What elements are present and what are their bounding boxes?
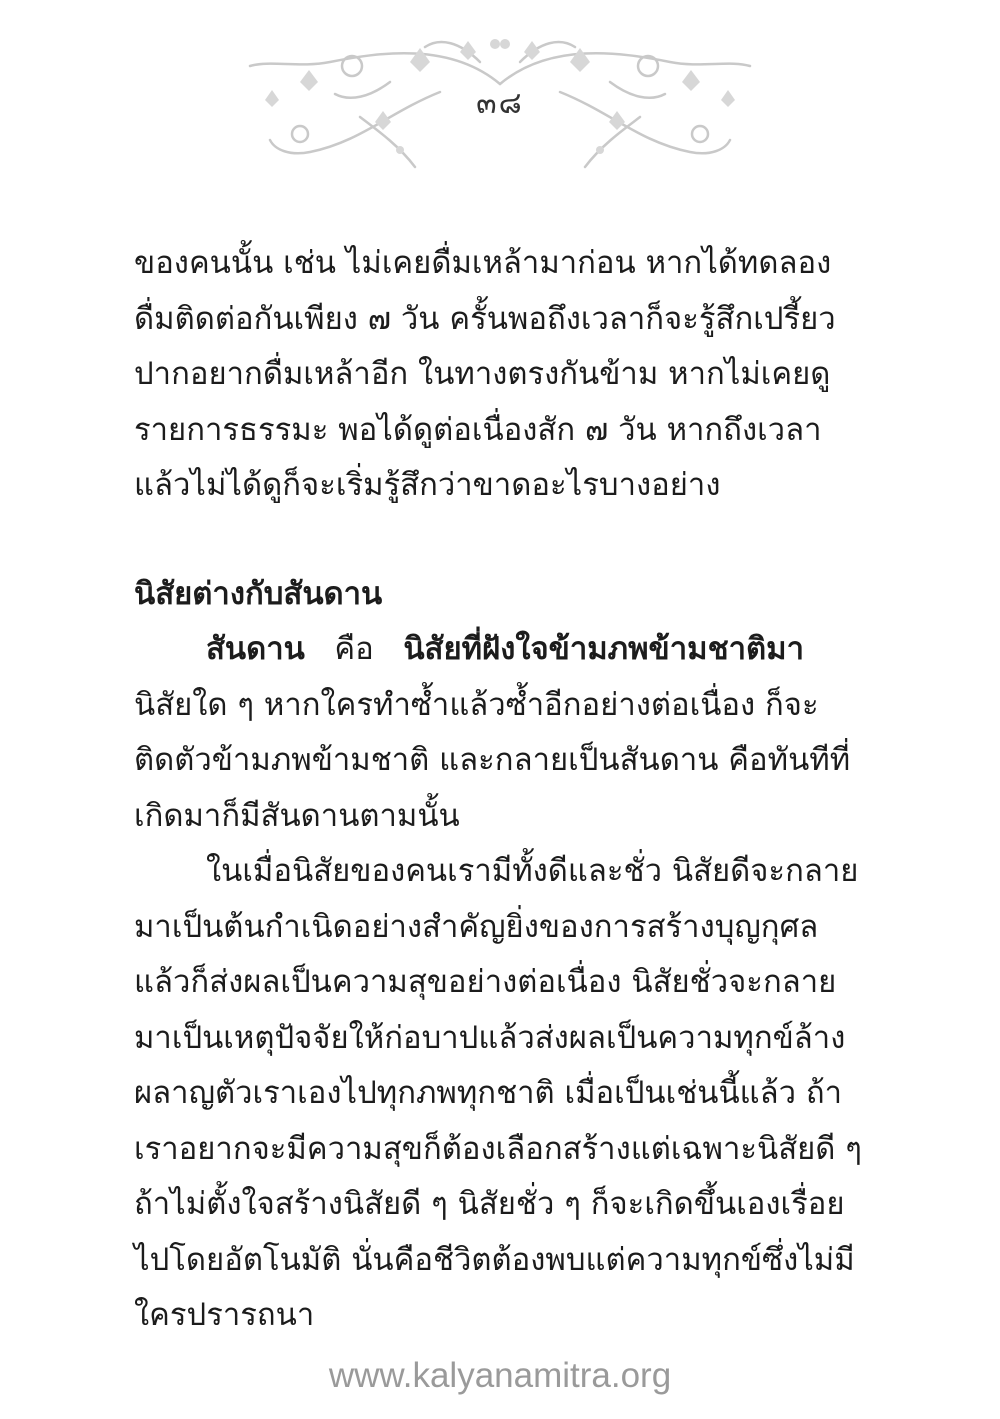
paragraph-1: [134, 236, 836, 514]
footer-url: www.kalyanamitra.org: [328, 1356, 672, 1395]
text-line: ดื่มติดต่อกันเพียง ๗ วัน ครั้นพอถึงเวลาก็จะรู้สึกเปรี้ยว: [134, 300, 836, 337]
text-line: มาเป็นเหตุปัจจัยให้ก่อบาปแล้วส่งผลเป็นความทุกข์ล้าง: [134, 1019, 846, 1056]
text-line: รายการธรรมะ พอได้ดูต่อเนื่องสัก ๗ วัน หากถึงเวลา: [134, 411, 822, 448]
definition-connector: คือ: [304, 631, 404, 667]
text-line: ไปโดยอัตโนมัติ นั่นคือชีวิตต้องพบแต่ความทุกข์ซึ่งไม่มี: [134, 1241, 855, 1278]
section-heading: นิสัยต่างกับสันดาน: [134, 575, 383, 612]
text-line: เกิดมาก็มีสันดานตามนั้น: [134, 797, 460, 834]
text-line: ติดตัวข้ามภพข้ามชาติ และกลายเป็นสันดาน คือทันทีที่: [134, 742, 851, 778]
text-line: ใครปรารถนา: [134, 1297, 315, 1333]
definition-meaning: นิสัยที่ฝังใจข้ามภพข้ามชาติมา: [403, 631, 804, 667]
text-line: ปากอยากดื่มเหล้าอีก ในทางตรงกันข้าม หากไม่เคยดู: [134, 356, 831, 392]
text-line: ถ้าไม่ตั้งใจสร้างนิสัยดี ๆ นิสัยชั่ว ๆ ก็จะเกิดขึ้นเองเรื่อย: [134, 1186, 845, 1222]
page-number: ๓๘: [476, 86, 524, 121]
text-line: แล้วก็ส่งผลเป็นความสุขอย่างต่อเนื่อง นิสัยชั่วจะกลาย: [134, 964, 837, 1000]
text-line: นิสัยใด ๆ หากใครทำซ้ำแล้วซ้ำอีกอย่างต่อเนื่อง ก็จะ: [134, 686, 819, 723]
paragraph-2: [134, 678, 851, 845]
text-line: เราอยากจะมีความสุขก็ต้องเลือกสร้างแต่เฉพาะนิสัยดี ๆ: [134, 1130, 862, 1167]
text-line: ในเมื่อนิสัยของคนเรามีทั้งดีและชั่ว นิสัยดีจะกลาย: [206, 853, 859, 889]
definition-term: สันดาน: [206, 631, 305, 667]
text-line: ของคนนั้น เช่น ไม่เคยดื่มเหล้ามาก่อน หากได้ทดลอง: [134, 245, 832, 281]
text-line: แล้วไม่ได้ดูก็จะเริ่มรู้สึกว่าขาดอะไรบางอย่าง: [134, 467, 721, 503]
definition-line: [134, 622, 804, 678]
text-line: มาเป็นต้นกำเนิดอย่างสำคัญยิ่งของการสร้างบุญกุศล: [134, 908, 819, 945]
paragraph-3: [134, 844, 862, 1344]
body-text: [134, 236, 862, 1344]
text-line: ผลาญตัวเราเองไปทุกภพทุกชาติ เมื่อเป็นเช่นนี้แล้ว ถ้า: [134, 1075, 843, 1111]
